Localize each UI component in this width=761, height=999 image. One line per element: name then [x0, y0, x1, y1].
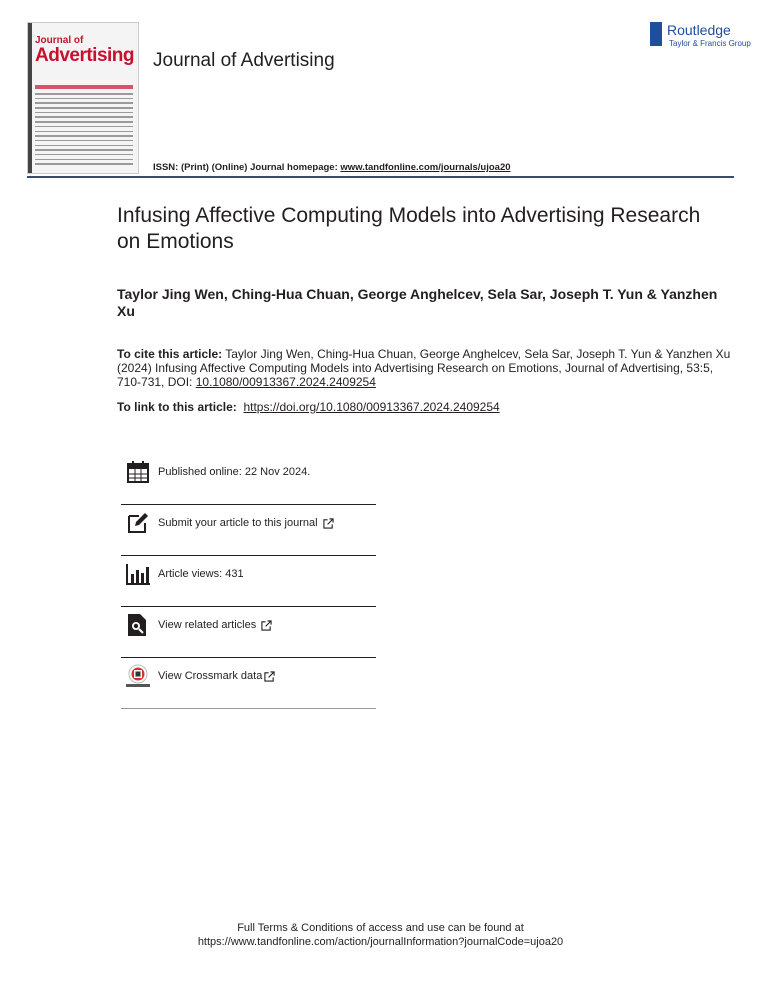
crossmark-icon [126, 664, 150, 688]
link-label: To link to this article: [117, 400, 237, 414]
edit-icon [126, 511, 150, 535]
footer-terms-text: Full Terms & Conditions of access and use can be found at [237, 922, 524, 934]
cover-title-small: Journal of [35, 35, 84, 46]
published-row [121, 453, 376, 505]
article-doi-link[interactable]: https://doi.org/10.1080/00913367.2024.2409254 [243, 400, 500, 414]
journal-title: Journal of Advertising [153, 50, 335, 71]
footer-terms-link[interactable]: https://www.tandfonline.com/action/journalInformation?journalCode=ujoa20 [197, 936, 564, 948]
cover-spine [28, 23, 32, 173]
bar-chart-icon [126, 562, 150, 586]
crossmark-link[interactable]: View Crossmark data [158, 670, 275, 682]
cite-text: Taylor Jing Wen, Ching-Hua Chuan, George Anghelcev, Sela Sar, Joseph T. Yun & Yanzhen Xu (2024) Infusing Affective Computing Models into Advertising Research on Emotions, Journal of Advertising, 53:5, 710-731, DOI: [117, 347, 731, 389]
routledge-mark-icon [650, 22, 662, 46]
external-link-icon [261, 620, 272, 631]
article-title: Infusing Affective Computing Models into Advertising Research on Emotions [117, 204, 701, 253]
submit-article-link[interactable]: Submit your article to this journal [158, 517, 334, 529]
header-divider [27, 176, 734, 178]
related-row[interactable] [121, 606, 376, 658]
publisher-group: Taylor & Francis Group [669, 39, 751, 48]
footer [0, 921, 761, 949]
citation-block [117, 347, 737, 389]
article-views: Article views: 431 [158, 568, 244, 580]
cover-contents-lines [35, 93, 133, 168]
calendar-icon [126, 460, 150, 484]
external-link-icon [323, 518, 334, 529]
issn-text: ISSN: (Print) (Online) Journal homepage: [153, 162, 341, 173]
article-link-line [117, 400, 500, 414]
crossmark-row[interactable] [121, 657, 376, 709]
document-search-icon [126, 613, 150, 637]
publisher-name: Routledge [667, 22, 731, 38]
issn-line [153, 162, 511, 173]
cover-title-big: Advertising [35, 45, 135, 66]
cite-doi-link[interactable]: 10.1080/00913367.2024.2409254 [195, 375, 376, 389]
cover-bar [35, 85, 133, 89]
journal-cover [27, 22, 139, 174]
views-row [121, 555, 376, 607]
published-date: Published online: 22 Nov 2024. [158, 466, 311, 478]
submit-row[interactable] [121, 504, 376, 556]
external-link-icon [264, 671, 275, 682]
article-authors: Taylor Jing Wen, Ching-Hua Chuan, George Anghelcev, Sela Sar, Joseph T. Yun & Yanzhen Xu [117, 286, 718, 319]
journal-homepage-link[interactable]: www.tandfonline.com/journals/ujoa20 [340, 162, 511, 173]
cite-label: To cite this article: [117, 347, 223, 361]
related-articles-link[interactable]: View related articles [158, 619, 272, 631]
